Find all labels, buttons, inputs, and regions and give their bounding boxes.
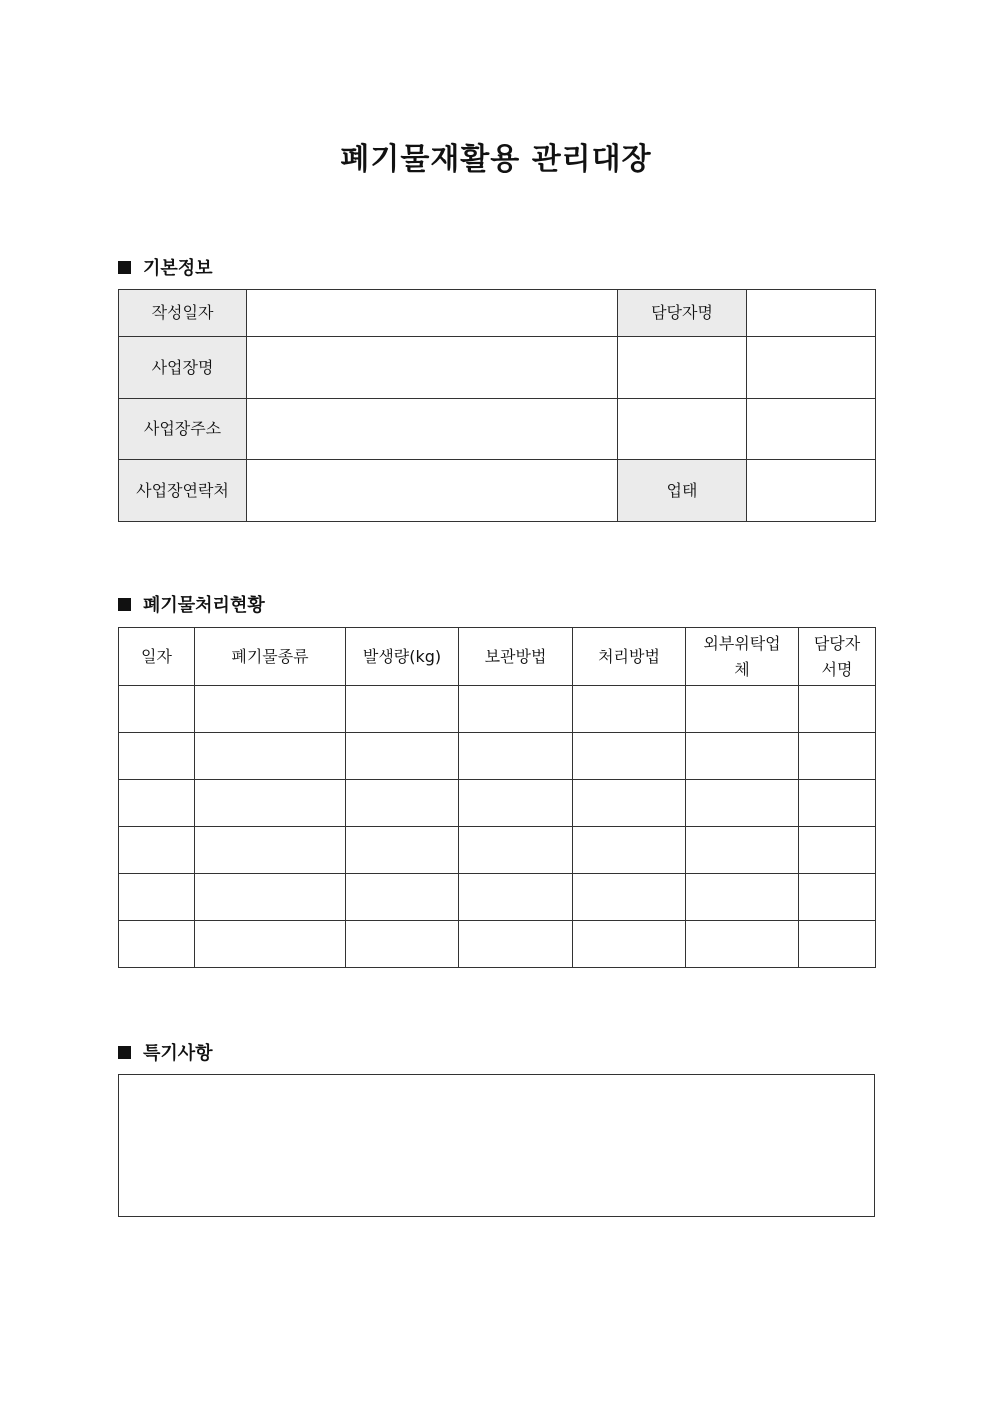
column-header: 처리방법 (573, 628, 686, 686)
table-cell-input[interactable] (686, 827, 799, 874)
table-cell-input[interactable] (195, 874, 346, 921)
table-cell-input[interactable] (195, 921, 346, 968)
table-cell-input[interactable] (799, 827, 876, 874)
section-heading-waste-status (118, 591, 265, 617)
section-heading-basic-info (118, 254, 213, 280)
table-cell-input[interactable] (459, 827, 573, 874)
document-title: 폐기물재활용 관리대장 (340, 142, 652, 177)
field-label: 담당자명 (618, 290, 747, 337)
table-cell-input[interactable] (686, 874, 799, 921)
table-row (119, 780, 876, 827)
column-header: 발생량(kg) (346, 628, 459, 686)
table-cell-input[interactable] (686, 921, 799, 968)
table-row (119, 337, 876, 399)
table-row (119, 460, 876, 522)
table-cell-input[interactable] (459, 733, 573, 780)
basic-info-table (118, 289, 876, 522)
section-heading-label: 특기사항 (143, 1043, 213, 1064)
table-cell-input[interactable] (799, 686, 876, 733)
table-header-row (119, 628, 876, 686)
table-cell-input[interactable] (573, 874, 686, 921)
table-cell-input[interactable] (573, 733, 686, 780)
notes-textarea[interactable] (118, 1074, 875, 1217)
section-heading-label: 기본정보 (143, 258, 213, 279)
field-value-input[interactable] (747, 290, 876, 337)
table-row (119, 921, 876, 968)
table-cell-input[interactable] (346, 874, 459, 921)
table-cell-input[interactable] (799, 733, 876, 780)
field-value-input[interactable] (247, 337, 618, 399)
table-cell-input[interactable] (573, 827, 686, 874)
table-cell-input[interactable] (573, 780, 686, 827)
square-bullet-icon (118, 261, 131, 274)
section-heading-label: 폐기물처리현황 (143, 595, 265, 616)
table-cell-input[interactable] (195, 827, 346, 874)
table-cell-input[interactable] (346, 780, 459, 827)
table-cell-input[interactable] (799, 874, 876, 921)
table-cell-input[interactable] (346, 733, 459, 780)
column-header: 일자 (119, 628, 195, 686)
table-cell-input[interactable] (686, 780, 799, 827)
table-row (119, 686, 876, 733)
table-cell-input[interactable] (119, 827, 195, 874)
table-cell-input[interactable] (799, 921, 876, 968)
table-cell-input[interactable] (573, 686, 686, 733)
field-label: 작성일자 (119, 290, 247, 337)
field-value-input[interactable] (747, 337, 876, 399)
field-value-input[interactable] (747, 460, 876, 522)
column-header: 폐기물종류 (195, 628, 346, 686)
field-label: 사업장주소 (119, 399, 247, 460)
table-row (119, 874, 876, 921)
field-label: 업태 (618, 460, 747, 522)
table-cell-input[interactable] (686, 733, 799, 780)
table-cell-input[interactable] (799, 780, 876, 827)
table-cell-input[interactable] (119, 733, 195, 780)
table-cell-input[interactable] (459, 874, 573, 921)
field-value-input[interactable] (618, 337, 747, 399)
field-value-input[interactable] (247, 460, 618, 522)
table-cell-input[interactable] (346, 686, 459, 733)
table-cell-input[interactable] (346, 921, 459, 968)
waste-status-table (118, 627, 876, 968)
table-cell-input[interactable] (119, 874, 195, 921)
table-cell-input[interactable] (195, 733, 346, 780)
table-cell-input[interactable] (686, 686, 799, 733)
table-row (119, 827, 876, 874)
table-cell-input[interactable] (346, 827, 459, 874)
table-cell-input[interactable] (119, 921, 195, 968)
table-cell-input[interactable] (195, 686, 346, 733)
column-header: 담당자서명 (799, 628, 876, 686)
table-cell-input[interactable] (195, 780, 346, 827)
section-heading-notes (118, 1039, 213, 1065)
table-row (119, 733, 876, 780)
table-cell-input[interactable] (119, 686, 195, 733)
field-label: 사업장연락처 (119, 460, 247, 522)
field-label: 사업장명 (119, 337, 247, 399)
field-value-input[interactable] (747, 399, 876, 460)
field-value-input[interactable] (618, 399, 747, 460)
field-value-input[interactable] (247, 290, 618, 337)
table-row (119, 290, 876, 337)
table-cell-input[interactable] (119, 780, 195, 827)
square-bullet-icon (118, 1046, 131, 1059)
field-value-input[interactable] (247, 399, 618, 460)
table-cell-input[interactable] (573, 921, 686, 968)
table-row (119, 399, 876, 460)
column-header: 외부위탁업체 (686, 628, 799, 686)
square-bullet-icon (118, 598, 131, 611)
table-cell-input[interactable] (459, 686, 573, 733)
column-header: 보관방법 (459, 628, 573, 686)
table-cell-input[interactable] (459, 780, 573, 827)
table-cell-input[interactable] (459, 921, 573, 968)
